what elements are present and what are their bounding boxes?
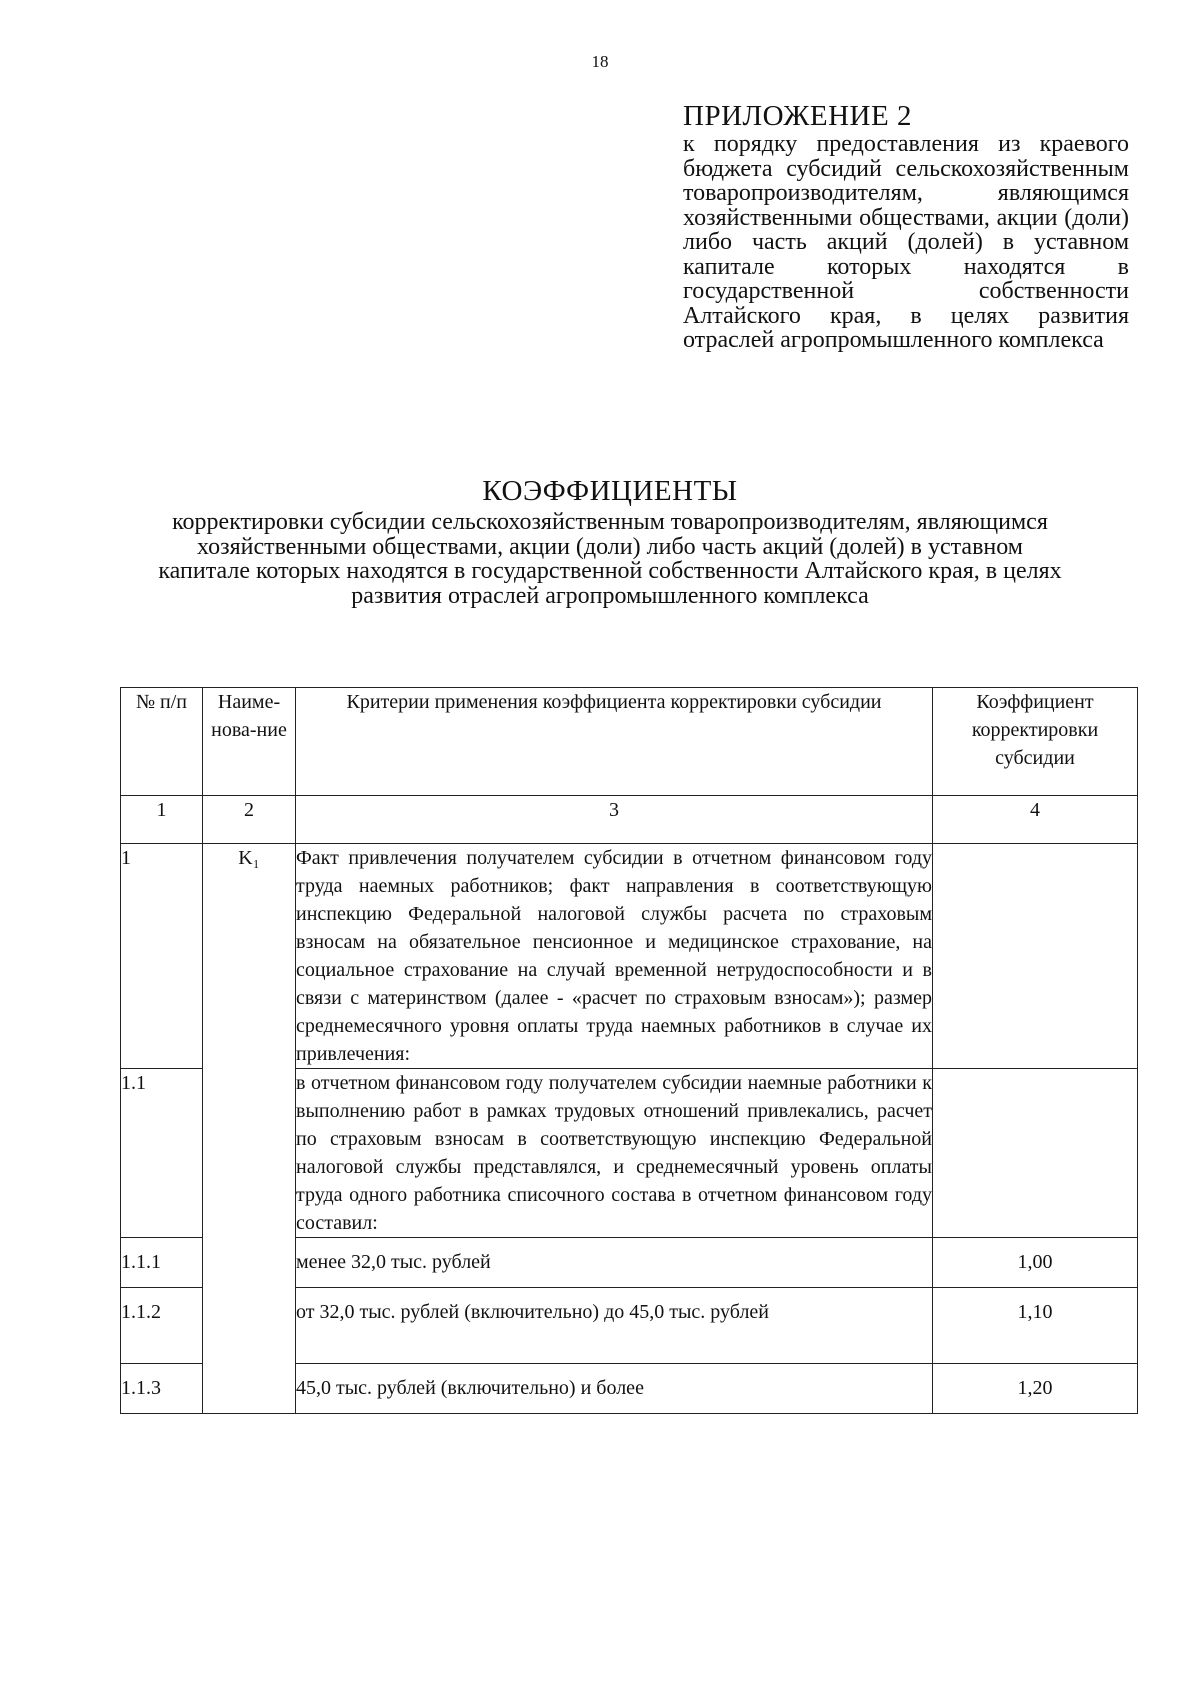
- header-coefficient: Коэффициент корректировки субсидии: [933, 688, 1138, 796]
- row-value: 1,10: [933, 1288, 1138, 1364]
- coefficients-table: [120, 687, 1138, 1414]
- column-number: 4: [933, 796, 1138, 844]
- header-number: № п/п: [121, 688, 203, 796]
- row-criteria: от 32,0 тыс. рублей (включительно) до 45,0 тыс. рублей: [296, 1288, 933, 1364]
- coefficient-name-k1: K₁: [203, 844, 296, 1414]
- heading-title: КОЭФФИЦИЕНТЫ: [482, 475, 738, 507]
- header-name: Наиме-нова-ние: [203, 688, 296, 796]
- table-header-row: [121, 688, 1138, 796]
- heading-subtitle: корректировки субсидии сельскохозяйственным товаропроизводителям, являющимся хозяйственными обществами, акции (доли) либо часть акций (долей) в уставном капитале которых находятся в государственной собственности Алтайского края, в целях развития отраслей агропромышленного комплекса: [158, 509, 1062, 609]
- header-criteria: Критерии применения коэффициента корректировки субсидии: [296, 688, 933, 796]
- column-number: 2: [203, 796, 296, 844]
- document-heading: [150, 474, 1070, 608]
- page-number: 18: [591, 52, 609, 71]
- appendix-block: [683, 100, 1129, 353]
- row-value: 1,00: [933, 1238, 1138, 1288]
- row-value: 1,20: [933, 1364, 1138, 1414]
- row-criteria: 45,0 тыс. рублей (включительно) и более: [296, 1364, 933, 1414]
- table-row: [121, 844, 1138, 1069]
- row-number: 1.1.3: [121, 1364, 203, 1414]
- row-number: 1.1.1: [121, 1238, 203, 1288]
- column-number: 3: [296, 796, 933, 844]
- row-criteria: менее 32,0 тыс. рублей: [296, 1238, 933, 1288]
- column-number: 1: [121, 796, 203, 844]
- appendix-text: к порядку предоставления из краевого бюджета субсидий сельскохозяйственным товаропроизводителям, являющимся хозяйственными обществами, акции (доли) либо часть акций (долей) в уставном капитале которых находятся в государственной собственности Алтайского края, в целях развития отраслей агропромышленного комплекса: [683, 131, 1129, 353]
- row-value: [933, 844, 1138, 1069]
- row-number: 1: [121, 844, 203, 1069]
- row-number: 1.1.2: [121, 1288, 203, 1364]
- row-criteria: в отчетном финансовом году получателем субсидии наемные работники к выполнению работ в рамках трудовых отношений привлекались, расчет по страховым взносам в соответствующую инспекцию Федеральной налоговой службы представлялся, и среднемесячный уровень оплаты труда одного работника списочного состава в отчетном финансовом году составил:: [296, 1069, 933, 1238]
- appendix-title: ПРИЛОЖЕНИЕ 2: [683, 100, 912, 132]
- row-value: [933, 1069, 1138, 1238]
- row-number: 1.1: [121, 1069, 203, 1238]
- row-criteria: Факт привлечения получателем субсидии в отчетном финансовом году труда наемных работников; факт направления в соответствующую инспекцию Федеральной налоговой службы расчета по страховым взносам на обязательное пенсионное и медицинское страхование, на социальное страхование на случай временной нетрудоспособности и в связи с материнством (далее - «расчет по страховым взносам»); размер среднемесячного уровня оплаты труда наемных работников в случае их привлечения:: [296, 844, 933, 1069]
- column-numbers-row: [121, 796, 1138, 844]
